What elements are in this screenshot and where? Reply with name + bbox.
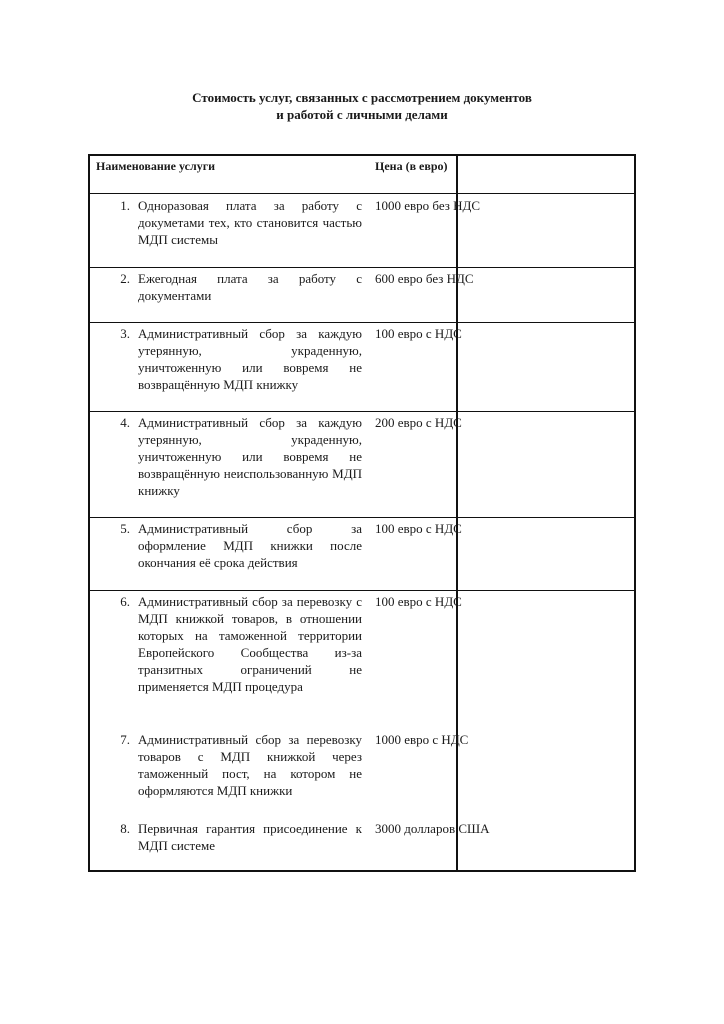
row-number: 5.	[120, 521, 130, 536]
service-price: 1000 евро без НДС	[375, 198, 481, 213]
service-price: 100 евро с НДС	[375, 326, 462, 341]
service-name: Административный сбор за оформление МДП книжки после окончания её срока действия	[138, 521, 362, 570]
row-divider	[90, 322, 634, 323]
service-price: 1000 евро с НДС	[375, 732, 469, 747]
document-title-line-2: и работой с личными делами	[276, 107, 448, 122]
row-divider	[90, 590, 634, 591]
service-name: Одноразовая плата за работу с докуметами тех, кто становится частью МДП системы	[138, 198, 362, 247]
row-number: 1.	[120, 198, 130, 213]
row-divider	[90, 193, 634, 194]
service-name: Административный сбор за перевозку с МДП книжкой товаров, в отношении которых на таможенной территории Европейского Сообщества из-за транзитных ограничений не применяется МДП процедура	[138, 594, 362, 694]
service-name: Первичная гарантия присоединение к МДП системе	[138, 821, 362, 853]
column-divider	[456, 156, 458, 870]
row-number: 8.	[120, 821, 130, 836]
document-title	[0, 89, 724, 123]
row-number: 2.	[120, 271, 130, 286]
service-name: Административный сбор за перевозку товаров с МДП книжкой через таможенный пост, на котором не оформляются МДП книжки	[138, 732, 362, 798]
service-price: 600 евро без НДС	[375, 271, 474, 286]
header-service-name: Наименование услуги	[96, 159, 216, 173]
service-price: 100 евро с НДС	[375, 594, 462, 609]
row-number: 3.	[120, 326, 130, 341]
row-divider	[90, 517, 634, 518]
row-number: 7.	[120, 732, 130, 747]
services-price-table	[88, 154, 636, 872]
document-title-line-1: Стоимость услуг, связанных с рассмотрением документов	[192, 90, 532, 105]
row-number: 4.	[120, 415, 130, 430]
service-price: 200 евро с НДС	[375, 415, 462, 430]
service-name: Административный сбор за каждую утерянную, украденную, уничтоженную или вовремя не возвращённую неиспользованную МДП книжку	[138, 415, 362, 498]
service-price: 100 евро с НДС	[375, 521, 462, 536]
service-price: 3000 долларов США	[375, 821, 490, 836]
row-divider	[90, 267, 634, 268]
row-number: 6.	[120, 594, 130, 609]
row-divider	[90, 411, 634, 412]
service-name: Административный сбор за каждую утерянную, украденную, уничтоженную или вовремя не возвращённую МДП книжку	[138, 326, 362, 392]
service-name: Ежегодная плата за работу с документами	[138, 271, 362, 303]
header-price: Цена (в евро)	[375, 159, 448, 173]
